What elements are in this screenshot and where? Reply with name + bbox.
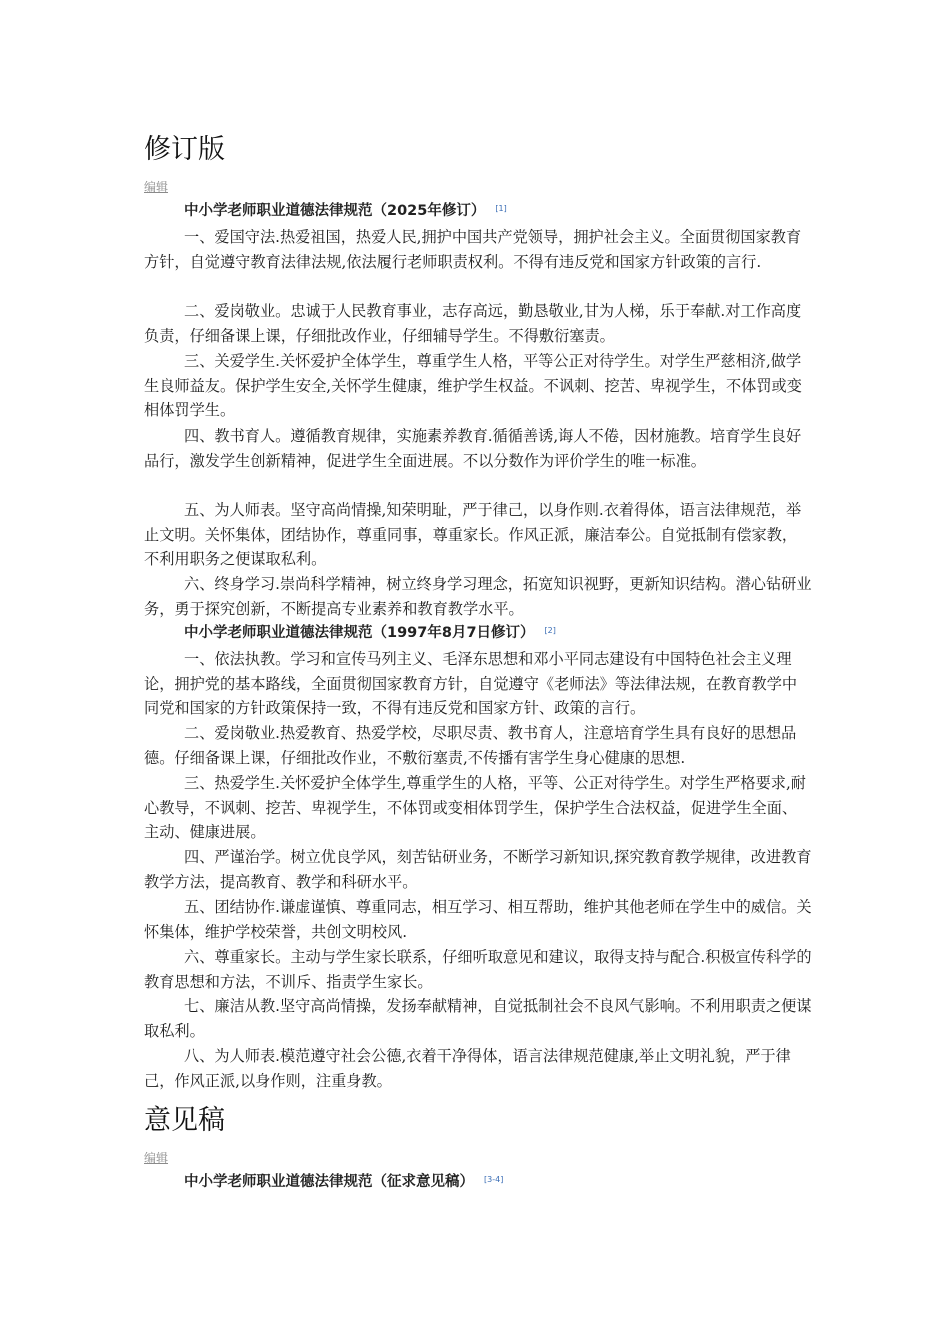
subsection-heading-text: 中小学老师职业道德法律规范（征求意见稿） [184,1174,474,1190]
paragraph: 七、廉洁从教.坚守高尚情操，发扬奉献精神，自觉抵制社会不良风气影响。不利用职责之便谋取私利。 [144,997,812,1040]
paragraph: 六、尊重家长。主动与学生家长联系，仔细听取意见和建议，取得支持与配合.积极宣传科学的教育思想和方法，不训斥、指责学生家长。 [144,948,812,991]
paragraph: 八、为人师表.模范遵守社会公德,衣着干净得体，语言法律规范健康,举止文明礼貌，严于律己，作风正派,以身作则，注重身教。 [144,1047,791,1090]
paragraph: 二、爱岗敬业.热爱教育、热爱学校，尽职尽责、教书育人，注意培育学生具有良好的思想品德。仔细备课上课，仔细批改作业，不敷衍塞责,不传播有害学生身心健康的思想. [144,724,797,767]
paragraph: 六、终身学习.崇尚科学精神，树立终身学习理念，拓宽知识视野，更新知识结构。潜心钻研业务，勇于探究创新，不断提高专业素养和教育教学水平。 [144,575,812,618]
edit-link[interactable]: 编辑 [144,180,169,194]
paragraph: 五、团结协作.谦虚谨慎、尊重同志，相互学习、相互帮助，维护其他老师在学生中的威信。关怀集体，维护学校荣誉，共创文明校风. [144,898,812,941]
reference-link[interactable]: [3-4] [484,1175,504,1184]
paragraph: 四、严谨治学。树立优良学风，刻苦钻研业务，不断学习新知识,探究教育教学规律，改进教育教学方法，提高教育、教学和科研水平。 [144,848,812,891]
paragraph: 四、教书育人。遵循教育规律，实施素养教育.循循善诱,诲人不倦，因材施教。培育学生良好品行，激发学生创新精神，促进学生全面进展。不以分数作为评价学生的唯一标准。 [144,427,802,470]
paragraph: 三、热爱学生.关怀爱护全体学生,尊重学生的人格，平等、公正对待学生。对学生严格要求,耐心教导，不讽刺、挖苦、卑视学生，不体罚或变相体罚学生，保护学生合法权益，促进学生全面、主动、健康进展。 [144,774,806,842]
section-title-revised: 修订版 [144,134,225,165]
reference-link[interactable]: [1] [495,204,507,213]
paragraph: 一、依法执教。学习和宣传马列主义、毛泽东思想和邓小平同志建设有中国特色社会主义理论，拥护党的基本路线，全面贯彻国家教育方针，自觉遵守《老师法》等法律法规，在教育教学中同党和国家的方针政策保持一致，不得有违反党和国家方针、政策的言行。 [144,650,798,718]
edit-link[interactable]: 编辑 [144,1151,169,1165]
subsection-heading-text: 中小学老师职业道德法律规范（1997年8月7日修订） [184,625,535,641]
paragraph: 三、关爱学生.关怀爱护全体学生，尊重学生人格，平等公正对待学生。对学生严慈相济,做学生良师益友。保护学生安全,关怀学生健康，维护学生权益。不讽刺、挖苦、卑视学生，不体罚或变相体罚学生。 [144,352,802,420]
paragraph: 一、爱国守法.热爱祖国，热爱人民,拥护中国共产党领导，拥护社会主义。全面贯彻国家教育方针，自觉遵守教育法律法规,依法履行老师职责权利。不得有违反党和国家方针政策的言行. [144,228,802,271]
reference-link[interactable]: [2] [544,626,556,635]
subsection-heading-1997 [184,622,556,644]
paragraph: 五、为人师表。坚守高尚情操,知荣明耻，严于律己，以身作则.衣着得体，语言法律规范，举止文明。关怀集体，团结协作，尊重同事，尊重家长。作风正派，廉洁奉公。自觉抵制有偿家教，不利用职务之便谋取私利。 [144,501,802,569]
paragraph: 二、爱岗敬业。忠诚于人民教育事业，志存高远，勤恳敬业,甘为人梯，乐于奉献.对工作高度负责，仔细备课上课，仔细批改作业，仔细辅导学生。不得敷衍塞责。 [144,302,802,345]
subsection-heading-text: 中小学老师职业道德法律规范（2025年修订） [184,203,486,219]
section-title-draft: 意见稿 [144,1105,225,1136]
subsection-heading-draft [184,1171,503,1193]
subsection-heading-2025 [184,200,507,222]
